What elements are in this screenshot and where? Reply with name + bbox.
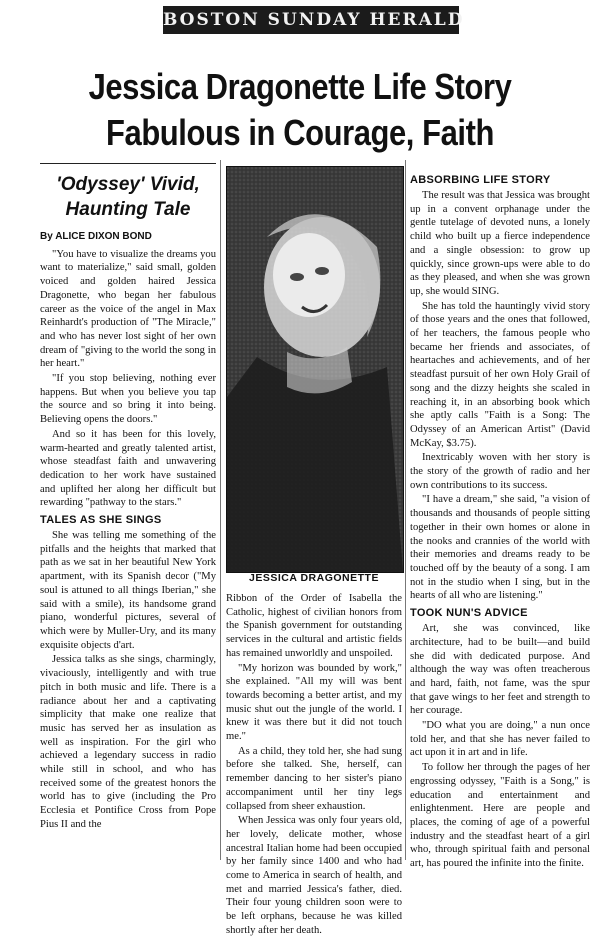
paragraph: Ribbon of the Order of Isabella the Catholic, highest of civilian honors from the Spanish government for outstanding services in the cultural and artistic fields has remained unworldly and unspoiled. xyxy=(226,593,402,659)
column-rule xyxy=(220,160,221,860)
deck-line-1: 'Odyssey' Vivid, xyxy=(56,174,200,195)
middle-column xyxy=(226,592,402,939)
column-rule xyxy=(405,160,406,860)
portrait-image xyxy=(227,167,403,572)
paragraph: "You have to visualize the dreams you want to materialize," said small, golden voiced and golden haired Jessica Dragonette, who began her fabulous career as the voice of the angel in Max Reinhardt's production of "The Miracle," and who has never lost sight of her own dream of "giving to the world the song in her heart." xyxy=(40,248,216,370)
paragraph: "DO what you are doing," a nun once told her, and that she has never failed to act upon it in art and in life. xyxy=(410,720,590,759)
paragraph: When Jessica was only four years old, her lovely, delicate mother, whose ancestral Italian home had been occupied by her family since 1400 and who had come to America in search of health, and met and married Jessica's father, died. Their four young children soon were to be left orphans, because he was killed shortly after her death. xyxy=(226,815,402,936)
headline-line-1: Jessica Dragonette Life Story xyxy=(88,66,512,107)
paragraph: The result was that Jessica was brought up in a convent orphanage under the gentle tutelage of devoted nuns, a lonely child who built up a fierce independence and a single obsession: to grow up quickly, since grown-ups were able to do as they pleased, and when she was grown up, she would SING. xyxy=(410,190,590,297)
subhead-absorbing-life-story: ABSORBING LIFE STORY xyxy=(410,174,551,186)
paragraph: As a child, they told her, she had sung before she talked. She, herself, can remember dancing to her sister's piano accompaniment until her tiny legs collapsed from sheer exhaustion. xyxy=(226,745,402,812)
deck-top-rule xyxy=(40,163,216,164)
deck-line-2: Haunting Tale xyxy=(65,199,191,220)
photo-caption: JESSICA DRAGONETTE xyxy=(249,572,379,584)
paragraph: She has told the hauntingly vivid story of those years and the ones that followed, of her teachers, the famous people who became her friends and associates, of heartaches and achievements, and of her steadfast pursuit of her own Holy Grail of song and the dizzy heights she scaled in reaching it, in an absorbing book which she aptly calls "Faith is a Song: The Odyssey of an American Artist" (David McKay, $3.75). xyxy=(410,300,590,449)
paragraph: "I have a dream," she said, "a vision of thousands and thousands of people sitting together in their own homes or alone in the nooks and crannies of the world with their memories and dreams ready to be touched off by the beauty of a song. I am not in the studio when I sing, but in the hearts of all who are listening." xyxy=(410,494,590,602)
paragraph: And so it has been for this lovely, warm-hearted and greatly talented artist, whose steadfast faith and unwavering dedication to her work have sustained and uplifted her along her difficult but rewarding "pathway to the stars." xyxy=(40,428,216,509)
deck-headline xyxy=(40,172,216,222)
headline-line-2: Fabulous in Courage, Faith xyxy=(106,112,494,153)
right-column xyxy=(410,170,590,872)
paragraph: "If you stop believing, nothing ever happens. But when you believe you tap the source and so bring it into being. Believing opens the doors." xyxy=(40,373,216,426)
subhead-tales-as-she-sings: TALES AS SHE SINGS xyxy=(40,514,162,527)
paragraph: Inextricably woven with her story is the story of the growth of radio and her own contributions to its success. xyxy=(410,452,590,491)
paragraph: "My horizon was bounded by work," she explained. "All my will was bent towards becoming a better artist, and my music shut out the jungle of the world. I knew it was there but it did not touch me." xyxy=(226,662,402,743)
masthead: BOSTON SUNDAY HERALD xyxy=(163,6,459,34)
paragraph: To follow her through the pages of her engrossing odyssey, "Faith is a Song," is education and entertainment and enlightenment. Here are people and places, the coming of age of a powerful industry and the steadfast heart of a girl who, through spiritual faith and personal art, has poured the infinite into the finite. xyxy=(410,762,590,870)
paragraph: She was telling me something of the pitfalls and the heights that marked that path as we sat in her beautiful New York apartment, with its Spanish decor ("My soul is attuned to all things Iberian," she said with a smile), its handsome grand piano, wonderful pictures, several of which were by Muller-Ury, and its many exquisite objects d'art. xyxy=(40,530,216,651)
subhead-took-nuns-advice: TOOK NUN'S ADVICE xyxy=(410,607,528,620)
byline: By ALICE DIXON BOND xyxy=(40,231,152,242)
paragraph: Art, she was convinced, like architecture, had to be built—and build she did with dedicated purpose. And although the way was often treacherous and hard, faith, not fame, was the spur that gave wings to her feet and strength to her courage. xyxy=(410,623,590,717)
portrait-photo xyxy=(226,166,404,573)
left-column xyxy=(40,163,216,833)
paragraph: Jessica talks as she sings, charmingly, vivaciously, intelligently and with true pitch in both music and life. There is a radiance about her and a captivating simplicity that make one realize that music has served her as insulation as well as inspiration. For the girl who achieved a legendary success in radio while still in school, and who has received some of the greatest honors the world has to give (including the Pro Ecclesia et Pontifice Cross from Pope Pius II and the xyxy=(40,654,216,830)
